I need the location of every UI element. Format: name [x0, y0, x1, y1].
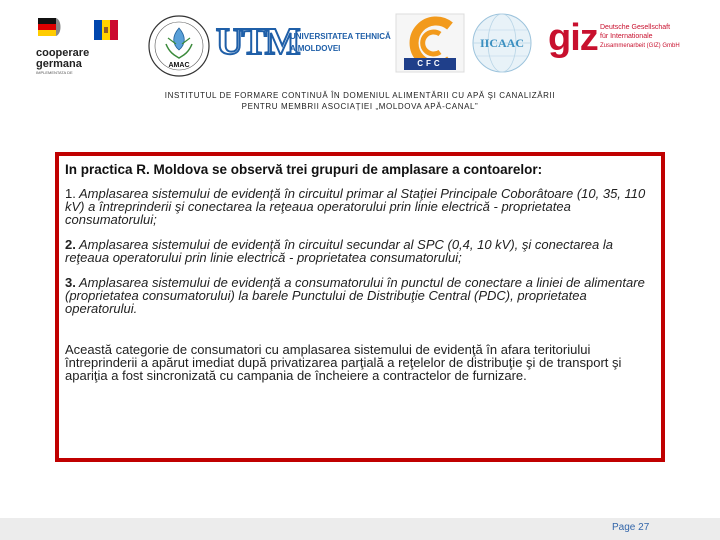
logo-bar [0, 0, 720, 84]
iicaac-logo [466, 12, 538, 74]
utm-logo [214, 18, 390, 68]
list-item [65, 276, 655, 315]
intro-heading: In practica R. Moldova se observă trei grupuri de amplasare a contoarelor: [65, 162, 543, 177]
utm-line2: A MOLDOVEI [290, 44, 341, 53]
cfc-text: CFC [417, 59, 443, 68]
list-item [65, 238, 655, 264]
utm-line1: UNIVERSITATEA TEHNICĂ [290, 32, 391, 41]
item-number: 1. [65, 186, 76, 201]
giz-mark: giz [548, 17, 598, 59]
iicaac-text: IICAAC [479, 36, 524, 50]
item-number: 2. [65, 237, 76, 252]
item-text: Amplasarea sistemului de evidenţă în circuitul primar al Staţiei Principale Coborâtoare (10, 35, 110 kV) a întreprinderii şi conectarea la reţeaua operatorului prin linie electrică - proprietatea consumatorului; [65, 186, 646, 227]
implementata-text: IMPLEMENTATA DE [36, 70, 73, 75]
cooperare-germana-logo [34, 14, 132, 76]
page-number: Page 27 [612, 522, 650, 533]
list-item [65, 187, 655, 226]
germana-text: germana [36, 58, 82, 70]
cooperare-text: cooperare [36, 47, 90, 59]
amac-text: AMAC [168, 62, 190, 69]
content-box [55, 152, 665, 462]
cfc-logo [394, 12, 466, 74]
header-line1: INSTITUTUL DE FORMARE CONTINUĂ ÎN DOMENIUL ALIMENTĂRII CU APĂ ŞI CANALIZĂRII [164, 91, 556, 100]
closing-paragraph: Această categorie de consumatori cu amplasarea sistemului de evidenţă în afara teritoriului întreprinderii a apărut imediat după privatizarea parţială a reţelelor de distribuţie şi de transport şi apariţia a fost sincronizată cu campania de încheiere a contractelor de furnizare. [65, 342, 622, 383]
giz-line2: für Internationale [600, 33, 653, 40]
item-number: 3. [65, 275, 76, 290]
header-line2: PENTRU MEMBRII ASOCIAȚIEI „MOLDOVA APĂ-CANAL” [241, 102, 479, 111]
item-text: Amplasarea sistemului de evidenţă a consumatorului în punctul de conectare a liniei de alimentare (proprietatea consumatorului) la barele Punctului de Distribuţie Central (PDC), proprietatea operatorului. [65, 275, 645, 316]
giz-line3: Zusammenarbeit (GIZ) GmbH [600, 43, 680, 49]
utm-letters: UTM [216, 21, 299, 63]
giz-line1: Deutsche Gesellschaft [600, 24, 671, 31]
giz-logo [548, 18, 698, 76]
institute-header [120, 90, 600, 112]
amac-logo [146, 14, 212, 78]
item-text: Amplasarea sistemului de evidenţă în circuitul secundar al SPC (0,4, 10 kV), şi conectarea la reţeaua operatorului prin linie electrică - proprietatea consumatorului; [65, 237, 613, 265]
